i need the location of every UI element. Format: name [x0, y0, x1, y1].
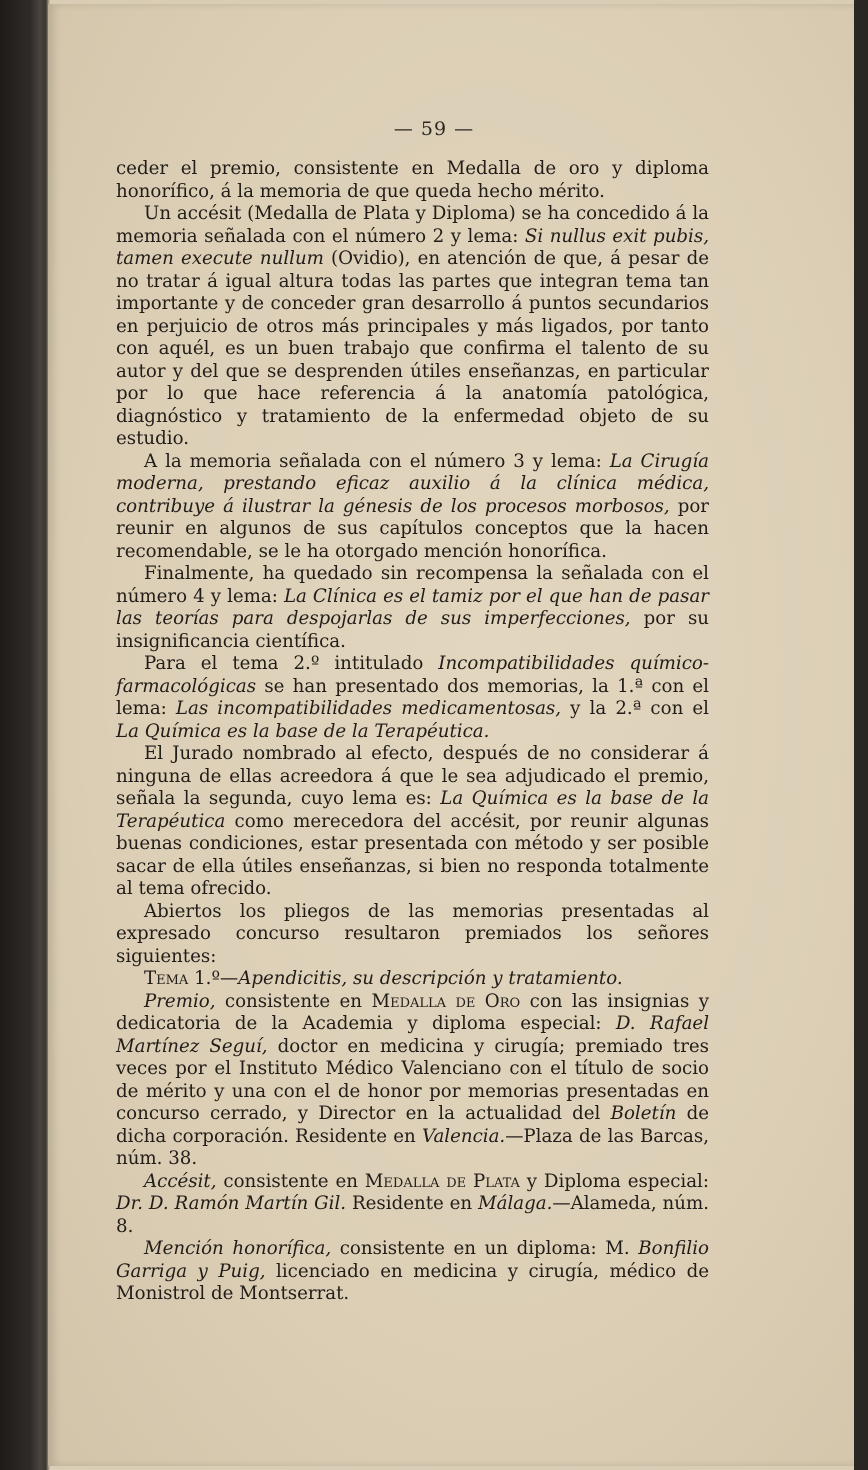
lema-4: La Clínica es el tamiz por el que han de pasar las teorías para despojarlas de sus imperfecciones, [116, 585, 709, 629]
paragraph-accesit-tema1: Un accésit (Medalla de Plata y Diploma) se ha concedido á la memoria señalada con el número 2 y lema: Si nullus exit pubis, tamen execute nullum (Ovidio), en atención de que, á pesar de no tratar á igual altura todas las partes que integran tema tan importante y de conceder gran desarrollo á puntos secundarios en perjuicio de otros más principales y más ligados, por tanto con aquél, es un buen trabajo que confirma el talento de su autor y del que se desprenden útiles enseñanzas, en particular por lo que hace referencia á la anatomía patológica, diagnóstico y tratamiento de la enfermedad objeto de su estudio. [116, 203, 709, 449]
paragraph-sin-recompensa: Finalmente, ha quedado sin recompensa la señalada con el número 4 y lema: La Clínica es el tamiz por el que han de pasar las teorías para despojarlas de sus imperfecciones, por su insignificancia científica. [116, 563, 709, 652]
lema-2: Si nullus exit pubis, tamen execute nullum [116, 225, 709, 269]
paragraph-mencion: Mención honorífica, consistente en un diploma: M. Bonfilio Garriga y Puig, licenciado en medicina y cirugía, médico de Monistrol de Montserrat. [116, 1238, 709, 1304]
body-text [116, 158, 709, 1306]
paragraph-tema2: Para el tema 2.º intitulado Incompatibilidades químico-farmacológicas se han presentado dos memorias, la 1.ª con el lema: Las incompatibilidades medicamentosas, y la 2.ª con el La Química es la base de la Terapéutica. [116, 653, 709, 742]
paragraph-tema1-heading: Tema 1.º—Apendicitis, su descripción y tratamiento. [144, 968, 623, 989]
paragraph-jurado: El Jurado nombrado al efecto, después de no considerar á ninguna de ellas acreedora á que le sea adjudicado el premio, señala la segunda, cuyo lema es: La Química es la base de la Terapéutica como merecedora del accésit, por reunir algunas buenas condiciones, estar presentada con método y ser posible sacar de ella útiles enseñanzas, si bien no responda totalmente al tema ofrecido. [116, 743, 709, 899]
lema-tema2-2: La Química es la base de la Terapéutica. [116, 720, 490, 742]
scan-right-edge [854, 0, 868, 1470]
lema-tema2-1: Las incompatibilidades medicamentosas, [175, 698, 562, 719]
paragraph-pliegos: Abiertos los pliegos de las memorias presentadas al expresado concurso resultaron premiados los señores siguientes: [116, 900, 709, 967]
accesit-name: Dr. D. Ramón Martín Gil. [116, 1193, 347, 1214]
winner-name: D. Rafael Martínez Seguí, [116, 1013, 710, 1057]
paragraph-premio: Premio, consistente en Medalla de Oro con las insignias y dedicatoria de la Academia y diploma especial: D. Rafael Martínez Seguí, doctor en medicina y cirugía; premiado tres veces por el Instituto Médico Valenciano con el título de socio de mérito y una con el de honor por memorias presentadas en concurso cerrado, y Director en la actualidad del Boletín de dicha corporación. Residente en Valencia.—Plaza de las Barcas, núm. 38. [116, 990, 710, 1169]
paragraph-accesit: Accésit, consistente en Medalla de Plata y Diploma especial: Dr. D. Ramón Martín Gil. Residente en Málaga.—Alameda, núm. 8. [116, 1170, 709, 1237]
tema1-title: Apendicitis, su descripción y tratamiento. [238, 968, 623, 989]
tema2-title: Incompatibilidades químico-farmacológicas [116, 653, 709, 697]
lema-3: La Cirugía moderna, prestando eficaz auxilio á la clínica médica, contribuye á ilustrar la génesis de los procesos morbosos, [116, 450, 709, 517]
paragraph-mencion-tema1: A la memoria señalada con el número 3 y lema: La Cirugía moderna, prestando eficaz auxilio á la clínica médica, contribuye á ilustrar la génesis de los procesos morbosos, por reunir en algunos de sus capítulos conceptos que la hacen recomendable, se le ha otorgado mención honorífica. [116, 450, 709, 562]
lema-jurado: La Química es la base de la Terapéutica [116, 788, 709, 832]
page-number: — 59 — [393, 118, 475, 140]
paragraph-continuation: ceder el premio, consistente en Medalla de oro y diploma honorífico, á la memoria de que queda hecho mérito. [116, 158, 709, 202]
mencion-name: Bonfilio Garriga y Puig, [116, 1238, 709, 1282]
